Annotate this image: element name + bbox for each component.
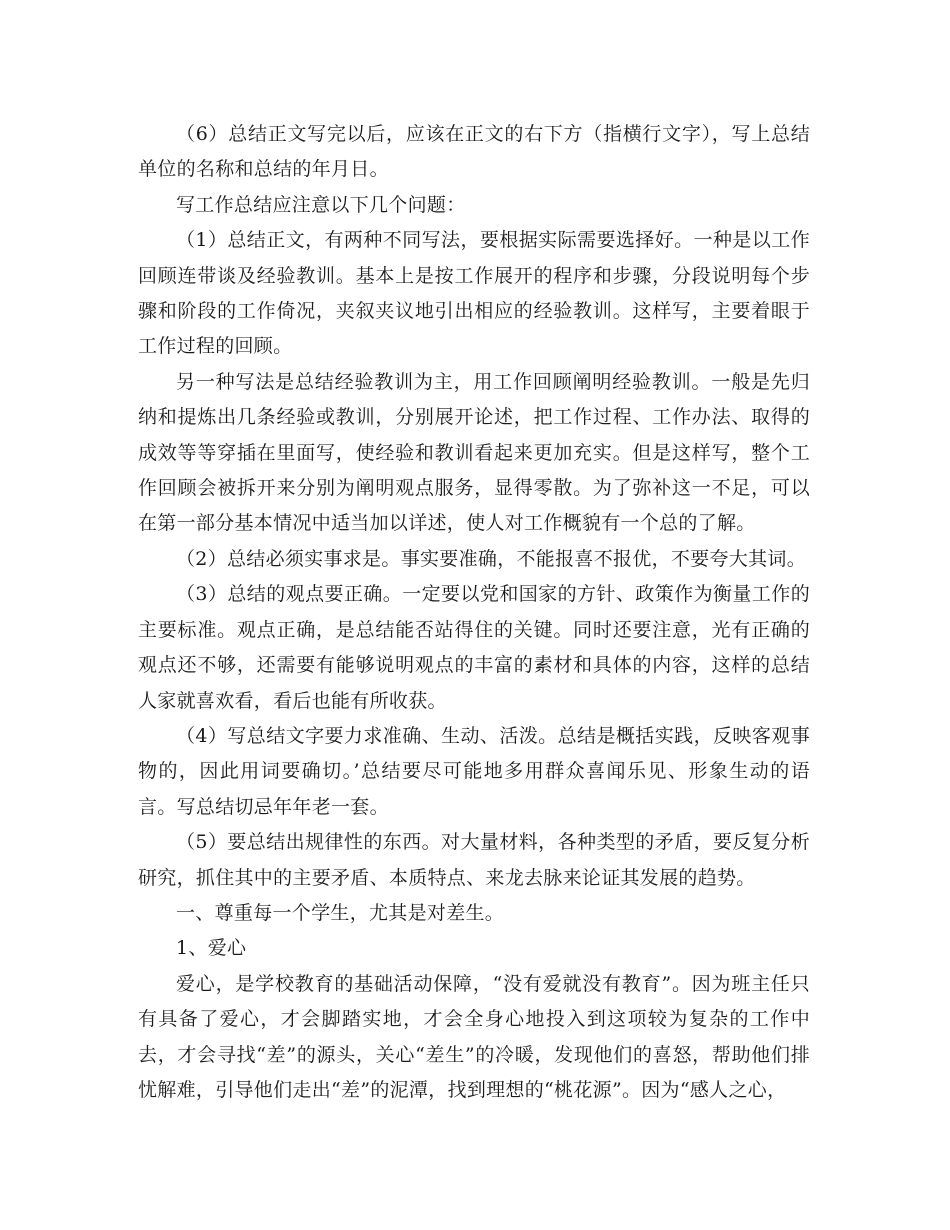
paragraph-attention-heading: 写工作总结应注意以下几个问题： xyxy=(176,193,466,216)
section-heading-respect: 一、尊重每一个学生，尤其是对差生。 xyxy=(176,901,505,924)
paragraph-point-1: （1）总结正文，有两种不同写法，要根据实际需要选择好。一种是以工作回顾连带谈及经验教训。基本上是按工作展开的程序和步骤，分段说明每个步骤和阶段的工作倚况，夹叙夹议地引出相应的经验教训。这样写，主要着眼于工作过程的回顾。 xyxy=(138,229,810,358)
paragraph-second-method: 另一种写法是总结经验教训为主，用工作回顾阐明经验教训。一般是先归纳和提炼出几条经验或教训，分别展开论述，把工作过程、工作办法、取得的成效等等穿插在里面写，使经验和教训看起来更加充实。但是这样写，整个工作回顾会被拆开来分别为阐明观点服务，显得零散。为了弥补这一不足，可以在第一部分基本情况中适当加以详述，使人对工作概貌有一个总的了解。 xyxy=(138,370,810,535)
paragraph-signature-rule: （6）总结正文写完以后，应该在正文的右下方（指横行文字），写上总结单位的名称和总结的年月日。 xyxy=(138,123,810,181)
paragraph-love: 爱心，是学校教育的基础活动保障，“没有爱就没有教育”。因为班主任只有具备了爱心，才会脚踏实地，才会全身心地投入到这项较为复杂的工作中去，才会寻找“差”的源头，关心“差生”的冷暖，发现他们的喜怒，帮助他们排忧解难，引导他们走出“差”的泥潭，找到理想的“桃花源”。因为“感人之心， xyxy=(138,972,810,1101)
paragraph-point-5: （5）要总结出规律性的东西。对大量材料，各种类型的矛盾，要反复分析研究，抓住其中的主要矛盾、本质特点、来龙去脉来论证其发展的趋势。 xyxy=(138,831,810,889)
document-body xyxy=(138,117,810,1108)
paragraph-point-3: （3）总结的观点要正确。一定要以党和国家的方针、政策作为衡量工作的主要标准。观点正确，是总结能否站得住的关键。同时还要注意，光有正确的观点还不够，还需要有能够说明观点的丰富的素材和具体的内容，这样的总结人家就喜欢看，看后也能有所收获。 xyxy=(138,583,810,712)
paragraph-point-2: （2）总结必须实事求是。事实要准确，不能报喜不报优，不要夸大其词。 xyxy=(176,547,806,570)
paragraph-point-4: （4）写总结文字要力求准确、生动、活泼。总结是概括实践，反映客观事物的，因此用词要确切。’总结要尽可能地多用群众喜闻乐见、形象生动的语言。写总结切忌年年老一套。 xyxy=(138,724,810,818)
subsection-heading-love: 1、爱心 xyxy=(176,937,247,960)
